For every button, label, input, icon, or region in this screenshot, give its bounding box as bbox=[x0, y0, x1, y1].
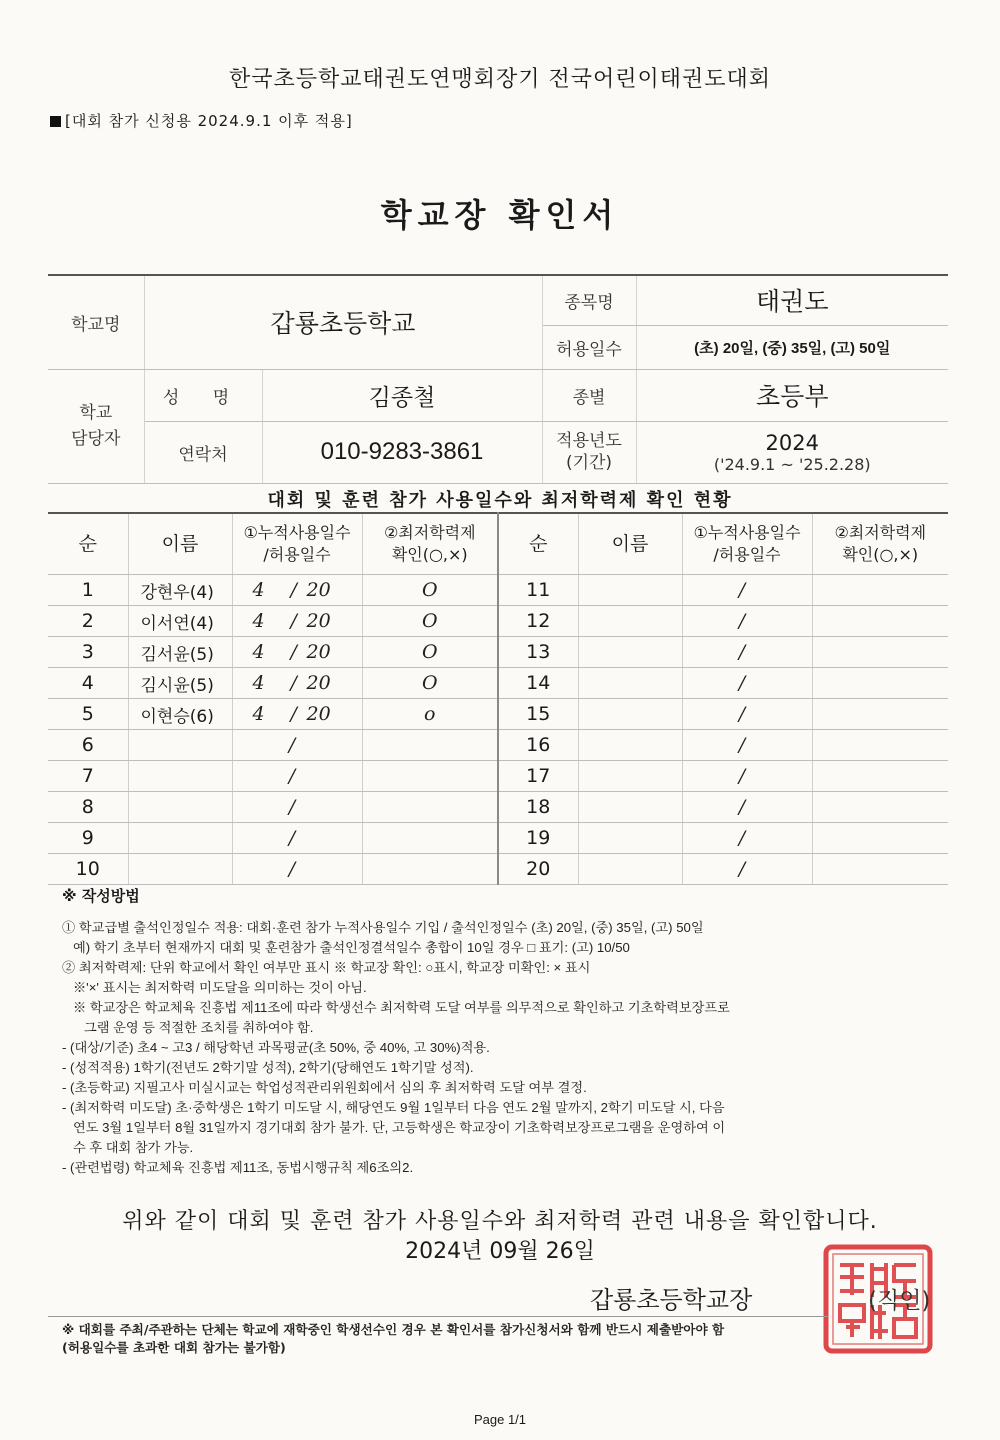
days-cell bbox=[232, 668, 362, 699]
school-value: 갑룡초등학교 bbox=[144, 275, 542, 369]
instruction-line: 그램 운영 등 적절한 조치를 취하여야 함. bbox=[62, 1020, 314, 1035]
instruction-line: - (초등학교) 지필고사 미실시교는 학업성적관리위원회에서 심의 후 최저학력 도달 여부 결정. bbox=[62, 1080, 587, 1095]
slash: / bbox=[290, 641, 297, 663]
header-check bbox=[362, 513, 498, 575]
row-no: 16 bbox=[498, 730, 578, 761]
row-no: 3 bbox=[48, 637, 128, 668]
check-mark bbox=[812, 606, 948, 637]
student-name bbox=[578, 668, 682, 699]
days-cell bbox=[682, 637, 812, 668]
name-label: 성 명 bbox=[144, 369, 262, 421]
allowed-days: 20 bbox=[306, 610, 331, 632]
row-no: 2 bbox=[48, 606, 128, 637]
used-days: 4 bbox=[252, 610, 265, 632]
allowed-days: 20 bbox=[306, 579, 331, 601]
slash: / bbox=[738, 641, 746, 663]
row-no: 6 bbox=[48, 730, 128, 761]
slash: / bbox=[288, 858, 296, 880]
student-name bbox=[578, 761, 682, 792]
student-name bbox=[578, 854, 682, 885]
school-label: 학교명 bbox=[48, 275, 144, 369]
row-no: 12 bbox=[498, 606, 578, 637]
row-no: 19 bbox=[498, 823, 578, 854]
confirm-statement: 위와 같이 대회 및 훈련 참가 사용일수와 최저학력 관련 내용을 확인합니다. bbox=[122, 1209, 878, 1234]
used-days: 4 bbox=[252, 703, 265, 725]
row-no: 11 bbox=[498, 575, 578, 606]
used-days: 4 bbox=[252, 672, 265, 694]
check-mark bbox=[812, 730, 948, 761]
document-title: 학교장 확인서 bbox=[380, 196, 620, 234]
used-days: 4 bbox=[252, 641, 265, 663]
header-check-line2: 확인(○,×) bbox=[391, 545, 468, 564]
instruction-line: ※'×' 표시는 최저학력 미도달을 의미하는 것이 아님. bbox=[62, 980, 367, 995]
row-no: 1 bbox=[48, 575, 128, 606]
divider bbox=[48, 1316, 828, 1317]
header-days-line1: ①누적사용일수 bbox=[243, 523, 351, 542]
instructions bbox=[62, 918, 942, 1178]
student-name bbox=[128, 730, 232, 761]
days-cell bbox=[232, 730, 362, 761]
check-mark: O bbox=[362, 575, 498, 606]
header-check-line1: ②최저학력제 bbox=[383, 523, 476, 542]
organization-title: 한국초등학교태권도연맹회장기 전국어린이태권도대회 bbox=[228, 67, 772, 92]
table-row bbox=[48, 730, 948, 761]
used-days: 4 bbox=[252, 579, 265, 601]
header-days bbox=[232, 513, 362, 575]
check-mark bbox=[812, 575, 948, 606]
table-row bbox=[48, 668, 948, 699]
check-mark: O bbox=[362, 606, 498, 637]
slash: / bbox=[290, 579, 297, 601]
check-mark bbox=[362, 761, 498, 792]
usage-table bbox=[48, 512, 948, 885]
days-cell bbox=[682, 575, 812, 606]
allowed-days-value: (초) 20일, (중) 35일, (고) 50일 bbox=[636, 325, 948, 369]
header-check-right bbox=[812, 513, 948, 575]
year-cell bbox=[636, 421, 948, 483]
header-days-right bbox=[682, 513, 812, 575]
check-mark: O bbox=[362, 637, 498, 668]
header-name: 이름 bbox=[128, 513, 232, 575]
seal-label: (직인) bbox=[868, 1288, 931, 1314]
days-cell bbox=[682, 606, 812, 637]
student-name bbox=[128, 792, 232, 823]
days-cell bbox=[232, 854, 362, 885]
check-mark bbox=[812, 699, 948, 730]
days-cell bbox=[682, 668, 812, 699]
instruction-line: - (대상/기준) 초4 ~ 고3 / 해당학년 과목평균(초 50%, 중 40%, 고 30%)적용. bbox=[62, 1040, 490, 1055]
slash: / bbox=[288, 734, 296, 756]
contact-value: 010-9283-3861 bbox=[262, 421, 542, 483]
days-cell bbox=[682, 823, 812, 854]
days-cell bbox=[682, 730, 812, 761]
days-cell bbox=[232, 699, 362, 730]
days-cell bbox=[682, 699, 812, 730]
header-check-right-line1: ②최저학력제 bbox=[834, 523, 927, 542]
table-row bbox=[48, 823, 948, 854]
event-label: 종목명 bbox=[542, 275, 636, 325]
division-label: 종별 bbox=[542, 369, 636, 421]
manager-name: 김종철 bbox=[262, 369, 542, 421]
slash: / bbox=[738, 827, 746, 849]
student-name: 이현승(6) bbox=[128, 699, 232, 730]
instruction-line: - (관련법령) 학교체육 진흥법 제11조, 동법시행규칙 제6조의2. bbox=[62, 1160, 414, 1175]
table-row bbox=[48, 761, 948, 792]
check-mark bbox=[812, 637, 948, 668]
allowed-days: 20 bbox=[306, 641, 331, 663]
contact-label: 연락처 bbox=[144, 421, 262, 483]
allowed-days-label: 허용일수 bbox=[542, 325, 636, 369]
student-name bbox=[128, 761, 232, 792]
slash: / bbox=[288, 796, 296, 818]
instruction-line: ※ 학교장은 학교체육 진흥법 제11조에 따라 학생선수 최저학력 도달 여부를 의무적으로 확인하고 기초학력보장프로 bbox=[62, 1000, 730, 1015]
slash: / bbox=[738, 858, 746, 880]
instruction-line: 연도 3월 1일부터 8월 31일까지 경기대회 참가 불가. 단, 고등학생은 학교장이 기초학력보장프로그램을 운영하여 이 bbox=[62, 1120, 726, 1135]
days-cell bbox=[682, 761, 812, 792]
slash: / bbox=[288, 827, 296, 849]
slash: / bbox=[290, 672, 297, 694]
year-value: 2024 bbox=[765, 430, 819, 455]
row-no: 20 bbox=[498, 854, 578, 885]
row-no: 8 bbox=[48, 792, 128, 823]
application-note bbox=[50, 110, 353, 131]
footnote bbox=[62, 1321, 942, 1357]
row-no: 4 bbox=[48, 668, 128, 699]
check-mark: o bbox=[362, 699, 498, 730]
student-name bbox=[578, 792, 682, 823]
slash: / bbox=[290, 703, 297, 725]
header-name-right: 이름 bbox=[578, 513, 682, 575]
slash: / bbox=[738, 703, 746, 725]
header-days-line2: /허용일수 bbox=[263, 545, 331, 564]
slash: / bbox=[738, 765, 746, 787]
days-cell bbox=[232, 823, 362, 854]
row-no: 17 bbox=[498, 761, 578, 792]
days-cell bbox=[232, 606, 362, 637]
slash: / bbox=[738, 672, 746, 694]
row-no: 14 bbox=[498, 668, 578, 699]
check-mark bbox=[812, 823, 948, 854]
row-no: 7 bbox=[48, 761, 128, 792]
table-row bbox=[48, 854, 948, 885]
table-row bbox=[48, 792, 948, 823]
days-cell bbox=[232, 575, 362, 606]
header-check-right-line2: 확인(○,×) bbox=[842, 545, 919, 564]
check-mark bbox=[362, 792, 498, 823]
slash: / bbox=[738, 734, 746, 756]
slash: / bbox=[290, 610, 297, 632]
confirm-date: 2024년 09월 26일 bbox=[405, 1239, 595, 1264]
table-row bbox=[48, 575, 948, 606]
instruction-line: 예) 학기 초부터 현재까지 대회 및 훈련참가 출석인정결석일수 총합이 10일 경우 □ 표기: (고) 10/50 bbox=[62, 940, 630, 955]
row-no: 9 bbox=[48, 823, 128, 854]
info-table bbox=[48, 274, 948, 484]
check-mark bbox=[812, 854, 948, 885]
slash: / bbox=[738, 579, 746, 601]
student-name bbox=[578, 575, 682, 606]
student-name: 이서연(4) bbox=[128, 606, 232, 637]
row-no: 10 bbox=[48, 854, 128, 885]
method-title: ※ 작성방법 bbox=[62, 887, 140, 905]
check-mark bbox=[812, 761, 948, 792]
table-row bbox=[48, 699, 948, 730]
row-no: 13 bbox=[498, 637, 578, 668]
student-name bbox=[578, 823, 682, 854]
row-no: 18 bbox=[498, 792, 578, 823]
instruction-line: - (성적적용) 1학기(전년도 2학기말 성적), 2학기(당해연도 1학기말 성적). bbox=[62, 1060, 474, 1075]
header-days-right-line1: ①누적사용일수 bbox=[693, 523, 801, 542]
section-title: 대회 및 훈련 참가 사용일수와 최저학력제 확인 현황 bbox=[267, 490, 733, 511]
slash: / bbox=[738, 796, 746, 818]
allowed-days: 20 bbox=[306, 703, 331, 725]
check-mark bbox=[812, 668, 948, 699]
manager-label: 학교 담당자 bbox=[48, 369, 144, 483]
student-name bbox=[128, 854, 232, 885]
days-cell bbox=[682, 792, 812, 823]
header-days-right-line2: /허용일수 bbox=[713, 545, 781, 564]
principal-name: 갑룡초등학교장 bbox=[590, 1286, 753, 1314]
event-value: 태권도 bbox=[636, 275, 948, 325]
days-cell bbox=[682, 854, 812, 885]
application-note-text: [대회 참가 신청용 2024.9.1 이후 적용] bbox=[65, 112, 353, 130]
footnote-line2: (허용일수를 초과한 대회 참가는 불가함) bbox=[62, 1340, 286, 1355]
square-bullet-icon bbox=[50, 116, 61, 127]
table-row bbox=[48, 637, 948, 668]
header-no: 순 bbox=[48, 513, 128, 575]
instruction-line: ① 학교급별 출석인정일수 적용: 대회·훈련 참가 누적사용일수 기입 / 출석인정일수 (초) 20일, (중) 35일, (고) 50일 bbox=[62, 920, 704, 935]
student-name bbox=[578, 637, 682, 668]
instruction-line: - (최저학력 미도달) 초·중학생은 1학기 미도달 시, 해당연도 9월 1일부터 다음 연도 2월 말까지, 2학기 미도달 시, 다음 bbox=[62, 1100, 725, 1115]
slash: / bbox=[738, 610, 746, 632]
student-name: 김서윤(5) bbox=[128, 637, 232, 668]
student-name bbox=[578, 699, 682, 730]
instruction-line: 수 후 대회 참가 가능. bbox=[62, 1140, 194, 1155]
year-label: 적용년도 (기간) bbox=[542, 421, 636, 483]
period-value: ('24.9.1 ~ '25.2.28) bbox=[713, 454, 871, 474]
check-mark bbox=[362, 823, 498, 854]
days-cell bbox=[232, 792, 362, 823]
days-cell bbox=[232, 637, 362, 668]
instruction-line: ② 최저학력제: 단위 학교에서 확인 여부만 표시 ※ 학교장 확인: ○표시, 학교장 미확인: × 표시 bbox=[62, 960, 591, 975]
row-no: 5 bbox=[48, 699, 128, 730]
footnote-line1: ※ 대회를 주최/주관하는 단체는 학교에 재학중인 학생선수인 경우 본 확인서를 참가신청서와 함께 반드시 제출받아야 함 bbox=[62, 1322, 725, 1337]
allowed-days: 20 bbox=[306, 672, 331, 694]
row-no: 15 bbox=[498, 699, 578, 730]
header-no-right: 순 bbox=[498, 513, 578, 575]
days-cell bbox=[232, 761, 362, 792]
student-name bbox=[128, 823, 232, 854]
slash: / bbox=[288, 765, 296, 787]
student-name bbox=[578, 606, 682, 637]
check-mark bbox=[812, 792, 948, 823]
check-mark bbox=[362, 854, 498, 885]
division-value: 초등부 bbox=[636, 369, 948, 421]
student-name: 김시윤(5) bbox=[128, 668, 232, 699]
table-row bbox=[48, 606, 948, 637]
student-name: 강현우(4) bbox=[128, 575, 232, 606]
check-mark: O bbox=[362, 668, 498, 699]
student-name bbox=[578, 730, 682, 761]
check-mark bbox=[362, 730, 498, 761]
page-number: Page 1/1 bbox=[473, 1412, 527, 1427]
